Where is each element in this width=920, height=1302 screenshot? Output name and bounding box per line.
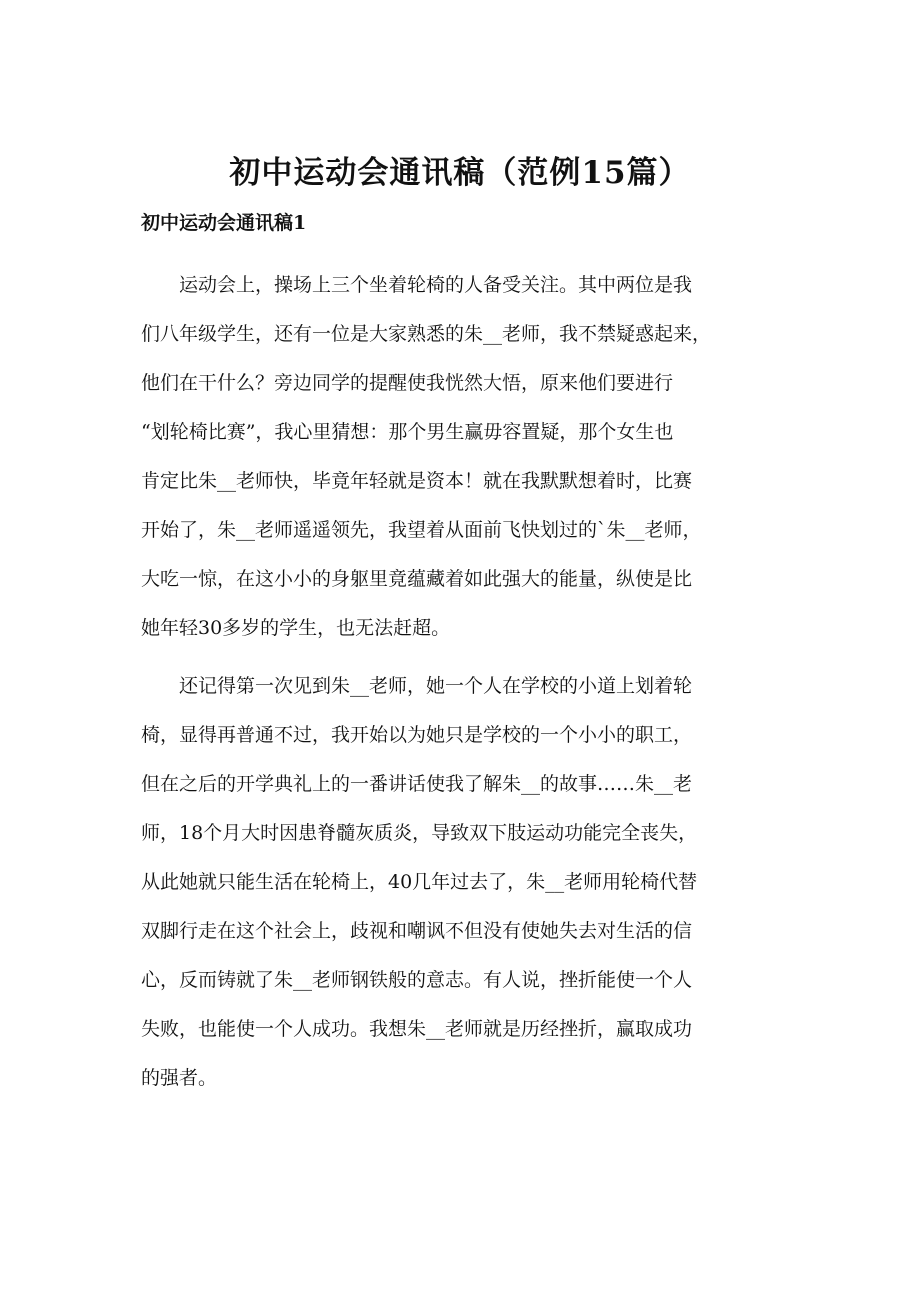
paragraph-line: “划轮椅比赛”，我心里猜想：那个男生赢毋容置疑，那个女生也 (141, 421, 674, 443)
paragraph-line: 失败，也能使一个人成功。我想朱__老师就是历经挫折，赢取成功 (141, 1018, 693, 1040)
document-title: 初中运动会通讯稿（范例15篇） (229, 155, 691, 191)
paragraph-line: 开始了，朱__老师遥遥领先，我望着从面前飞快划过的`朱__老师， (141, 519, 702, 541)
paragraph-line: 从此她就只能生活在轮椅上，40几年过去了，朱__老师用轮椅代替 (141, 871, 698, 893)
paragraph-line: 椅，显得再普通不过，我开始以为她只是学校的一个小小的职工， (141, 724, 693, 746)
paragraph-line: 运动会上，操场上三个坐着轮椅的人备受关注。其中两位是我 (141, 274, 693, 296)
paragraph-line: 心，反而铸就了朱__老师钢铁般的意志。有人说，挫折能使一个人 (141, 969, 693, 991)
paragraph-line: 的强者。 (141, 1067, 218, 1089)
paragraph-1 (141, 261, 801, 653)
paragraph-2 (141, 662, 801, 1103)
section-heading: 初中运动会通讯稿1 (141, 212, 307, 234)
paragraph-line: 师，18个月大时因患脊髓灰质炎，导致双下肢运动功能完全丧失， (141, 822, 698, 844)
paragraph-line: 大吃一惊，在这小小的身躯里竟蕴藏着如此强大的能量，纵使是比 (141, 568, 693, 590)
paragraph-line: 肯定比朱__老师快，毕竟年轻就是资本！就在我默默想着时，比赛 (141, 470, 693, 492)
paragraph-line: 她年轻30多岁的学生，也无法赶超。 (141, 617, 451, 639)
paragraph-line: 双脚行走在这个社会上，歧视和嘲讽不但没有使她失去对生活的信 (141, 920, 693, 942)
paragraph-line: 但在之后的开学典礼上的一番讲话使我了解朱__的故事……朱__老 (141, 773, 693, 795)
paragraph-line: 还记得第一次见到朱__老师，她一个人在学校的小道上划着轮 (141, 675, 693, 697)
paragraph-line: 他们在干什么？旁边同学的提醒使我恍然大悟，原来他们要进行 (141, 372, 674, 394)
paragraph-line: 们八年级学生，还有一位是大家熟悉的朱__老师，我不禁疑惑起来， (141, 323, 712, 345)
